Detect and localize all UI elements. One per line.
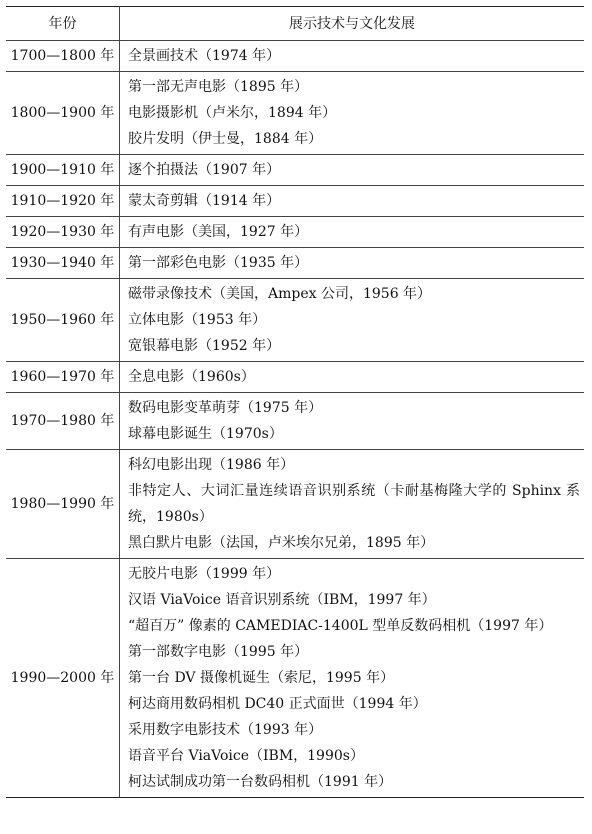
events-cell xyxy=(120,393,585,450)
table-row xyxy=(6,155,584,186)
period-cell: 1950—1960 年 xyxy=(6,279,120,362)
event-item: 磁带录像技术（美国，Ampex 公司，1956 年） xyxy=(128,286,432,302)
header-events: 展示技术与文化发展 xyxy=(120,7,585,41)
event-item: 有声电影（美国，1927 年） xyxy=(128,224,309,240)
event-item: 全息电影（1960s） xyxy=(128,369,255,385)
event-item: 科幻电影出现（1986 年） xyxy=(128,457,295,473)
event-item: 无胶片电影（1999 年） xyxy=(128,566,281,582)
event-item: 第一台 DV 摄像机诞生（索尼，1995 年） xyxy=(128,670,395,686)
event-item: 第一部无声电影（1895 年） xyxy=(128,79,309,95)
events-cell xyxy=(120,155,585,186)
table-row xyxy=(6,279,584,362)
event-item: 黑白默片电影（法国，卢米埃尔兄弟，1895 年） xyxy=(128,535,435,551)
table-row xyxy=(6,41,584,72)
table-row xyxy=(6,450,584,559)
event-item: 逐个拍摄法（1907 年） xyxy=(128,162,281,178)
events-cell xyxy=(120,362,585,393)
period-cell: 1900—1910 年 xyxy=(6,155,120,186)
event-item: “超百万” 像素的 CAMEDIAC-1400L 型单反数码相机（1997 年） xyxy=(128,618,553,634)
period-cell: 1960—1970 年 xyxy=(6,362,120,393)
header-row xyxy=(6,7,584,41)
event-item: 全景画技术（1974 年） xyxy=(128,48,281,64)
period-cell: 1980—1990 年 xyxy=(6,450,120,559)
period-cell: 1930—1940 年 xyxy=(6,248,120,279)
event-item: 球幕电影诞生（1970s） xyxy=(128,426,283,442)
events-cell xyxy=(120,248,585,279)
event-item: 柯达商用数码相机 DC40 正式面世（1994 年） xyxy=(128,696,427,712)
table-row xyxy=(6,393,584,450)
table-row xyxy=(6,559,584,798)
event-item: 汉语 ViaVoice 语音识别系统（IBM，1997 年） xyxy=(128,592,436,608)
event-item: 非特定人、大词汇量连续语音识别系统（卡耐基梅隆大学的 Sphinx 系统，1980s） xyxy=(128,483,580,525)
header-year: 年份 xyxy=(6,7,120,41)
table-row xyxy=(6,72,584,155)
events-cell xyxy=(120,279,585,362)
table-row xyxy=(6,217,584,248)
event-item: 第一部彩色电影（1935 年） xyxy=(128,255,309,271)
events-cell xyxy=(120,41,585,72)
events-cell xyxy=(120,186,585,217)
events-cell xyxy=(120,72,585,155)
event-item: 柯达试制成功第一台数码相机（1991 年） xyxy=(128,774,393,790)
events-cell xyxy=(120,217,585,248)
timeline-table xyxy=(6,6,584,798)
period-cell: 1800—1900 年 xyxy=(6,72,120,155)
events-cell xyxy=(120,450,585,559)
table-row xyxy=(6,186,584,217)
table-header xyxy=(6,7,584,41)
period-cell: 1920—1930 年 xyxy=(6,217,120,248)
event-item: 电影摄影机（卢米尔，1894 年） xyxy=(128,105,337,121)
period-cell: 1970—1980 年 xyxy=(6,393,120,450)
table-row xyxy=(6,248,584,279)
event-item: 采用数字电影技术（1993 年） xyxy=(128,722,323,738)
event-item: 语音平台 ViaVoice（IBM，1990s） xyxy=(128,748,364,764)
event-item: 数码电影变革萌芽（1975 年） xyxy=(128,400,323,416)
event-item: 宽银幕电影（1952 年） xyxy=(128,338,281,354)
events-cell xyxy=(120,559,585,798)
event-item: 胶片发明（伊士曼，1884 年） xyxy=(128,131,323,147)
period-cell: 1990—2000 年 xyxy=(6,559,120,798)
period-cell: 1910—1920 年 xyxy=(6,186,120,217)
event-item: 立体电影（1953 年） xyxy=(128,312,267,328)
table-row xyxy=(6,362,584,393)
period-cell: 1700—1800 年 xyxy=(6,41,120,72)
event-item: 第一部数字电影（1995 年） xyxy=(128,644,309,660)
event-item: 蒙太奇剪辑（1914 年） xyxy=(128,193,281,209)
table-body xyxy=(6,41,584,798)
